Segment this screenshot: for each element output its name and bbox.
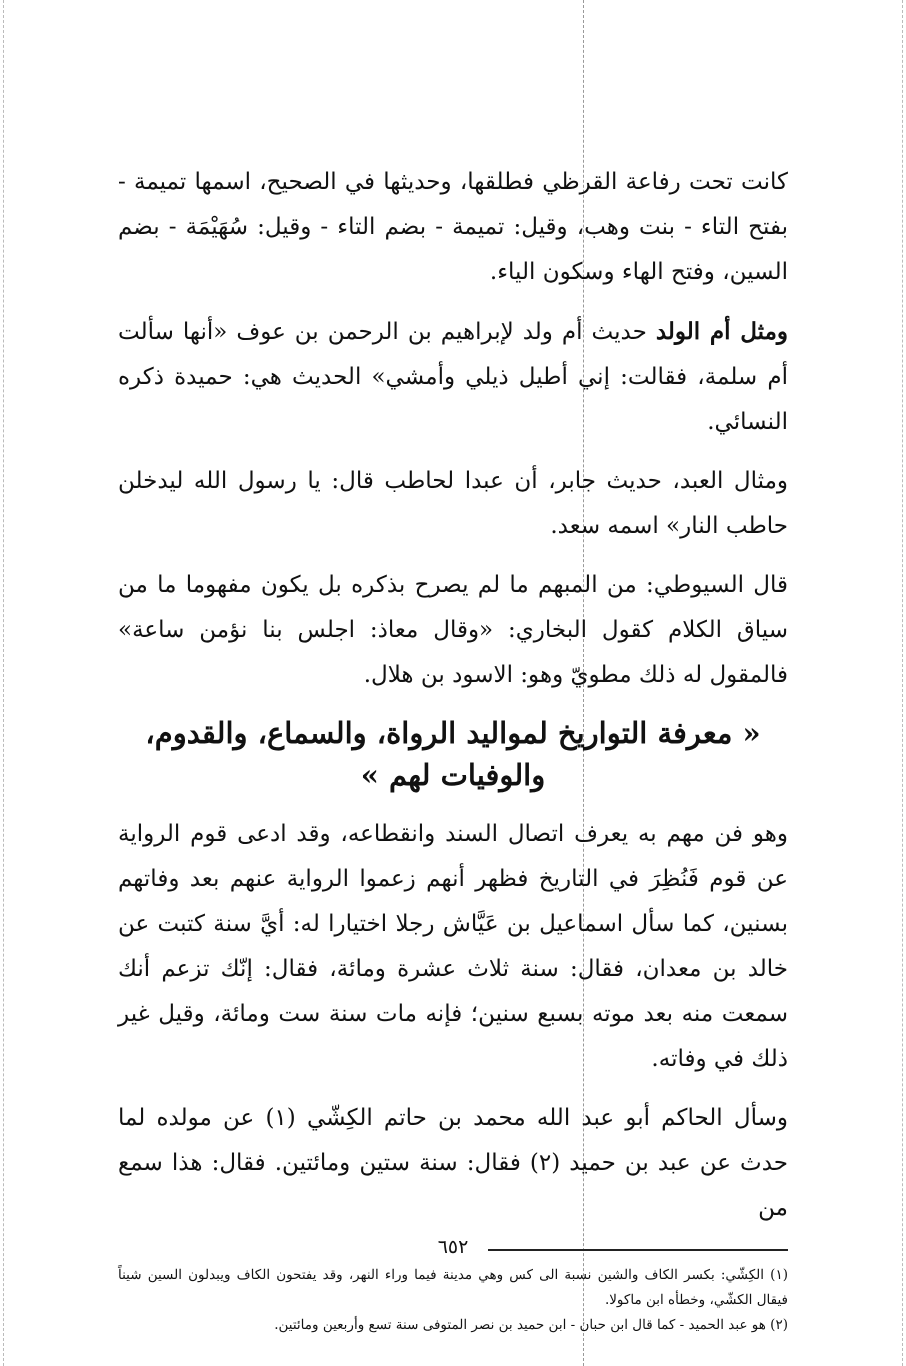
scan-margin-right (902, 0, 903, 1366)
footnote-2: (٢) هو عبد الحميد - كما قال ابن حبان - ابن حميد بن نصر المتوفى سنة تسع وأربعين ومائتين. (274, 1317, 788, 1333)
paragraph-text: حديث أم ولد لإبراهيم بن الرحمن بن عوف «أنها سألت أم سلمة، فقالت: إني أطيل ذيلي وأمشي» الحديث هي: حميدة ذكره النسائي. (118, 319, 788, 435)
page-number: ٦٥٢ (437, 1236, 469, 1258)
paragraph-text: وسأل الحاكم أبو عبد الله محمد بن حاتم الكِشّي (١) عن مولده لما حدث عن عبد بن حميد (٢) فقال: سنة ستين ومائتين. فقال: هذا سمع من (118, 1105, 788, 1221)
footnote-1: (١) الكِشّي: بكسر الكاف والشين نسبة الى كس وهي مدينة فيما وراء النهر، وقد يفتحون الكاف ويبدلون السين شيناً فيقال الكشّي، وخطأه ابن ماكولا. (118, 1267, 788, 1308)
paragraph-text: ومثال العبد، حديث جابر، أن عبدا لحاطب قال: يا رسول الله ليدخلن حاطب النار» اسمه سعد. (118, 468, 788, 539)
paragraph-history (118, 812, 788, 1082)
paragraph-abd (118, 459, 788, 549)
paragraph-lead: ومثل أم الولد (655, 318, 789, 345)
paragraph-text: كانت تحت رفاعة القرظي فطلقها، وحديثها في الصحيح، اسمها تميمة - بفتح التاء - بنت وهب، وقيل: تميمة - بضم التاء - وقيل: سُهَيْمَة - بضم السين، وفتح الهاء وسكون الياء. (118, 169, 788, 285)
paragraph-hakim (118, 1096, 788, 1231)
paragraph-text: وهو فن مهم به يعرف اتصال السند وانقطاعه، وقد ادعى قوم الرواية عن قوم فَنُظِرَ في التاريخ فظهر أنهم زعموا الرواية عنهم بعد وفاتهم بسنين، كما سأل اسماعيل بن عَيَّاش رجلا اختيارا له: أيَّ سنة كتبت عن خالد بن معدان، فقال: سنة ثلاث عشرة ومائة، فقال: إنّك تزعم أنك سمعت منه بعد موته بسبع سنين؛ فإنه مات سنة ست ومائة، وقيل غير ذلك في وفاته. (118, 821, 788, 1072)
paragraph-rifaa (118, 160, 788, 295)
paragraph-umm-walad (118, 309, 788, 445)
section-heading: « معرفة التواريخ لمواليد الرواة، والسماع، والقدوم، والوفيات لهم » (145, 716, 761, 792)
scan-margin-left (3, 0, 4, 1366)
paragraph-text: قال السيوطي: من المبهم ما لم يصرح بذكره بل يكون مفهوما ما من سياق الكلام كقول البخاري: «وقال معاذ: اجلس بنا نؤمن ساعة» فالمقول له ذلك مطويّ وهو: الاسود بن هلال. (118, 572, 788, 688)
page-body (118, 160, 788, 1338)
paragraph-suyuti (118, 563, 788, 698)
